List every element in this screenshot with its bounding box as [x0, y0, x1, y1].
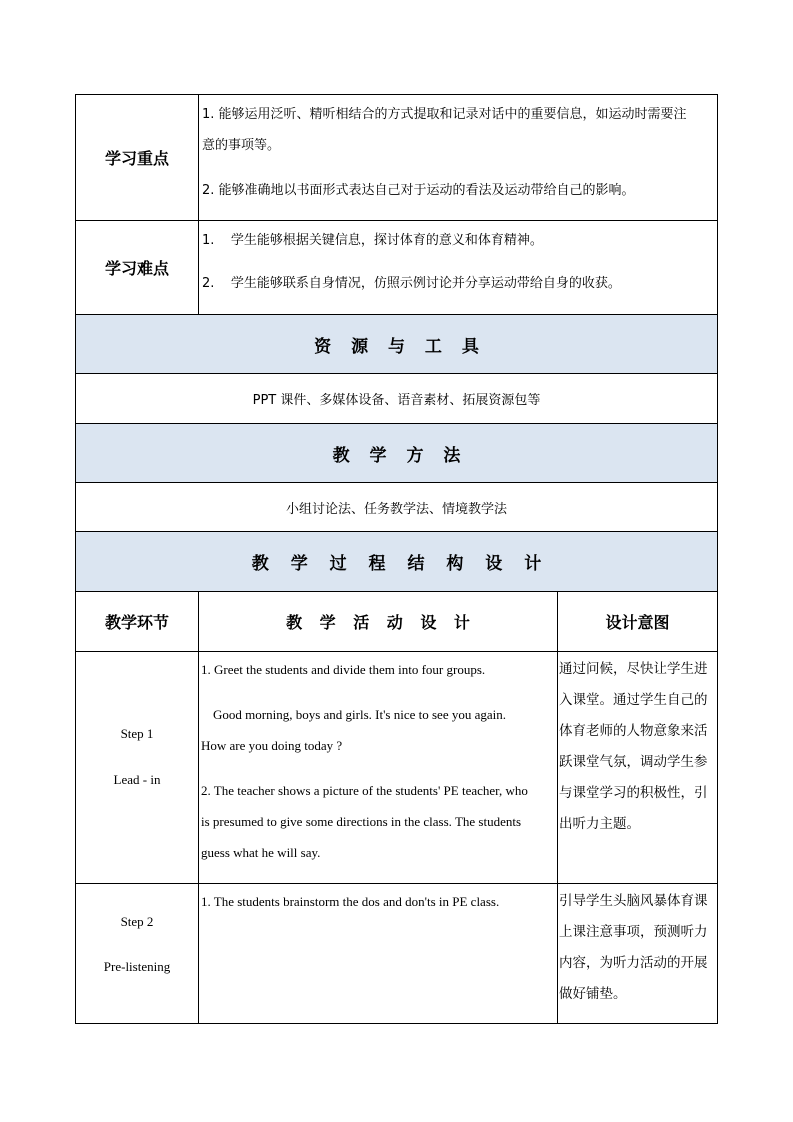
- step2-number: Step 2: [120, 914, 154, 929]
- step1-name: Lead - in: [113, 772, 161, 787]
- step1-activity-line-1: 1. Greet the students and divide them into four groups.: [201, 662, 486, 677]
- step1-intent-line-2: 入课堂。通过学生自己的: [559, 692, 708, 708]
- focus-row: [76, 95, 717, 221]
- step1-intent-line-6: 出听力主题。: [559, 816, 640, 832]
- step2-intent-line-2: 上课注意事项，预测听力: [559, 924, 708, 940]
- difficulty-item-1: 1. 学生能够根据关键信息，探讨体育的意义和体育精神。: [202, 233, 543, 248]
- methods-title-text: 教 学 方 法: [332, 445, 461, 466]
- header-activity: 教 学 活 动 设 计: [286, 613, 470, 632]
- difficulty-content: [200, 221, 717, 314]
- resources-content: [76, 374, 717, 424]
- focus-label: 学习重点: [104, 149, 169, 168]
- difficulty-label: 学习难点: [104, 259, 169, 278]
- process-title: [76, 532, 717, 592]
- step1-row: [76, 652, 717, 884]
- header-stage: 教学环节: [104, 613, 169, 632]
- step1-intent-line-3: 体育老师的人物意象来活: [559, 723, 708, 739]
- difficulty-row: [76, 221, 717, 315]
- methods-content: [76, 483, 717, 532]
- step1-intent-line-4: 跃课堂气氛，调动学生参: [559, 754, 708, 770]
- focus-item-2: 2. 能够准确地以书面形式表达自己对于运动的看法及运动带给自己的影响。: [202, 183, 635, 198]
- step1-intent-line-5: 与课堂学习的积极性，引: [559, 785, 708, 801]
- step2-activities: [199, 884, 557, 1023]
- step1-activity-line-4: 2. The teacher shows a picture of the students' PE teacher, who: [201, 783, 528, 798]
- step2-intent-line-4: 做好铺垫。: [559, 986, 627, 1002]
- focus-content: [200, 95, 717, 220]
- step1-stage: [76, 652, 198, 883]
- step2-name: Pre-listening: [103, 959, 171, 974]
- lesson-plan-table: [75, 94, 718, 1024]
- step2-intent-line-1: 引导学生头脑风暴体育课: [559, 893, 708, 909]
- step2-stage: [76, 884, 198, 1023]
- difficulty-item-2: 2. 学生能够联系自身情况，仿照示例讨论并分享运动带给自身的收获。: [202, 276, 621, 291]
- process-title-text: 教 学 过 程 结 构 设 计: [251, 554, 542, 574]
- step1-activity-line-2: Good morning, boys and girls. It's nice to see you again.: [213, 707, 506, 722]
- focus-item-1: 1. 能够运用泛听、精听相结合的方式提取和记录对话中的重要信息，如运动时需要注: [202, 107, 687, 122]
- step1-activity-line-3: How are you doing today ?: [201, 738, 343, 753]
- process-header-row: [76, 592, 717, 652]
- resources-title: [76, 315, 717, 374]
- step2-activity-line-1: 1. The students brainstorm the dos and don'ts in PE class.: [201, 894, 500, 909]
- focus-item-1-cont: 意的事项等。: [202, 138, 281, 153]
- step1-activity-line-5: is presumed to give some directions in the class. The students: [201, 814, 522, 829]
- step1-number: Step 1: [120, 726, 154, 741]
- header-intent: 设计意图: [605, 613, 670, 632]
- methods-content-text: 小组讨论法、任务教学法、情境教学法: [285, 501, 507, 517]
- step2-intent-line-3: 内容，为听力活动的开展: [559, 955, 708, 971]
- step2-row: [76, 884, 717, 1023]
- resources-title-text: 资 源 与 工 具: [314, 336, 479, 357]
- step1-intent-line-1: 通过问候，尽快让学生进: [559, 661, 708, 677]
- methods-title: [76, 424, 717, 483]
- resources-content-text: PPT 课件、多媒体设备、语音素材、拓展资源包等: [252, 393, 541, 408]
- step1-activity-line-6: guess what he will say.: [201, 845, 321, 860]
- step1-activities: [199, 652, 557, 883]
